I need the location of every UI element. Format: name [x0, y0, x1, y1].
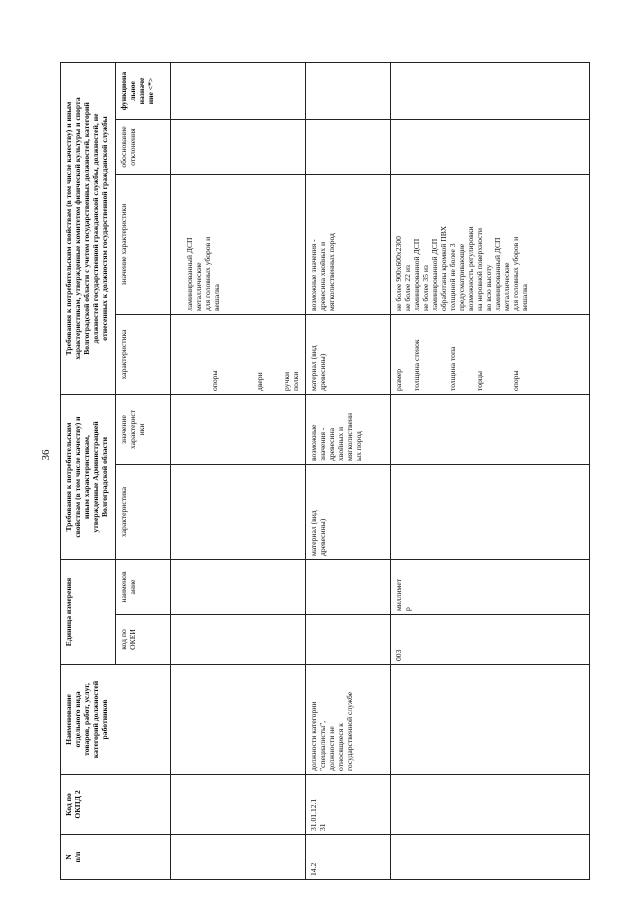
- row1-admin-char: [170, 464, 306, 560]
- row1-volg-char: опоры двери ручки полки: [170, 314, 306, 395]
- header-req-volg: Требования к потребительским свойствам (в том числе качеству) и иным характеристикам, утвержденные комитетом физической культуры и спорта Волгоградской области с учетом государственных должностей, категорий должностей государственной гражданской службы, должностей, не отнесенных к должностям государственной гражданской службы: [60, 62, 116, 395]
- row2-admin-char: материал (вид древесины): [305, 464, 391, 560]
- header-name: Наименование отдельного вида товаров, работ, услуг, категорий должностей работников: [60, 664, 171, 775]
- row2-okei: [305, 614, 391, 665]
- row3-volg-value: не более 900х600х2300 не более 22 из ламинированной ДСП не более 35 из ламинированной ДСП обработаны кромкой ПВХ толщиной не более 3 предусматривающие возможность регулировки на неровной поверхности во всю высоту ламинированный ДСП металлические для головных уборов и вешалка: [390, 174, 590, 315]
- row1-admin-value: [170, 394, 306, 465]
- row1-volg-reason: [170, 119, 306, 175]
- row1-okei: [170, 614, 306, 665]
- header-req-volg-value: значение характеристики: [115, 174, 171, 315]
- row2-unit-name: [305, 559, 391, 615]
- header-code: Код по ОКПД 2: [60, 774, 171, 835]
- header-req-admin-value: значение характерист ики: [115, 394, 171, 465]
- row3-n: [390, 834, 590, 880]
- row1-unit-name: [170, 559, 306, 615]
- row3-unit-name: миллимет р: [390, 559, 590, 615]
- row2-volg-char: материал (вид древесины): [305, 314, 391, 395]
- row2-code: 31.01.12.1 31: [305, 774, 391, 835]
- row2-admin-value: возможные значения - древесина хвойных и мягколиственн ых пород: [305, 394, 391, 465]
- header-unit-name: наименов ание: [115, 559, 171, 615]
- header-req-admin-char: характеристика: [115, 464, 171, 560]
- row1-volg-func: [170, 62, 306, 120]
- row3-admin-char: [390, 464, 590, 560]
- row2-n: 14.2: [305, 834, 391, 880]
- row3-code: [390, 774, 590, 835]
- row3-volg-char: размер толщина стенок толщина топа торцы опоры: [390, 314, 590, 395]
- row3-admin-value: [390, 394, 590, 465]
- row1-n: [170, 834, 306, 880]
- header-unit: Единица измерения: [60, 559, 116, 665]
- header-req-volg-func: функциона льное назначе ние <*>: [115, 62, 171, 120]
- row3-volg-func: [390, 62, 590, 120]
- row1-volg-value: ламинированный ДСП металлические для головных уборов и вешалка: [170, 174, 306, 315]
- row1-code: [170, 774, 306, 835]
- header-req-volg-char: характеристика: [115, 314, 171, 395]
- row3-okei: 003: [390, 614, 590, 665]
- header-n: N п/п: [60, 834, 171, 880]
- header-unit-okei: код по ОКЕИ: [115, 614, 171, 665]
- row3-volg-reason: [390, 119, 590, 175]
- row2-name: должности категории "специалисты", должности не относящиеся к государственной службе: [305, 664, 391, 775]
- header-req-admin: Требования к потребительским свойствам (в том числе качеству) и иным характеристикам, утвержденные Администрацией Волгоградской области: [60, 394, 116, 560]
- row2-volg-func: [305, 62, 391, 120]
- row1-name: [170, 664, 306, 775]
- page-number: 36: [40, 449, 52, 461]
- row2-volg-reason: [305, 119, 391, 175]
- row2-volg-value: возможные значения - древесина хвойных и мягколиственных пород: [305, 174, 391, 315]
- header-req-volg-reason: обоснование отклонения: [115, 119, 171, 175]
- row3-name: [390, 664, 590, 775]
- rotated-table: [60, 62, 590, 880]
